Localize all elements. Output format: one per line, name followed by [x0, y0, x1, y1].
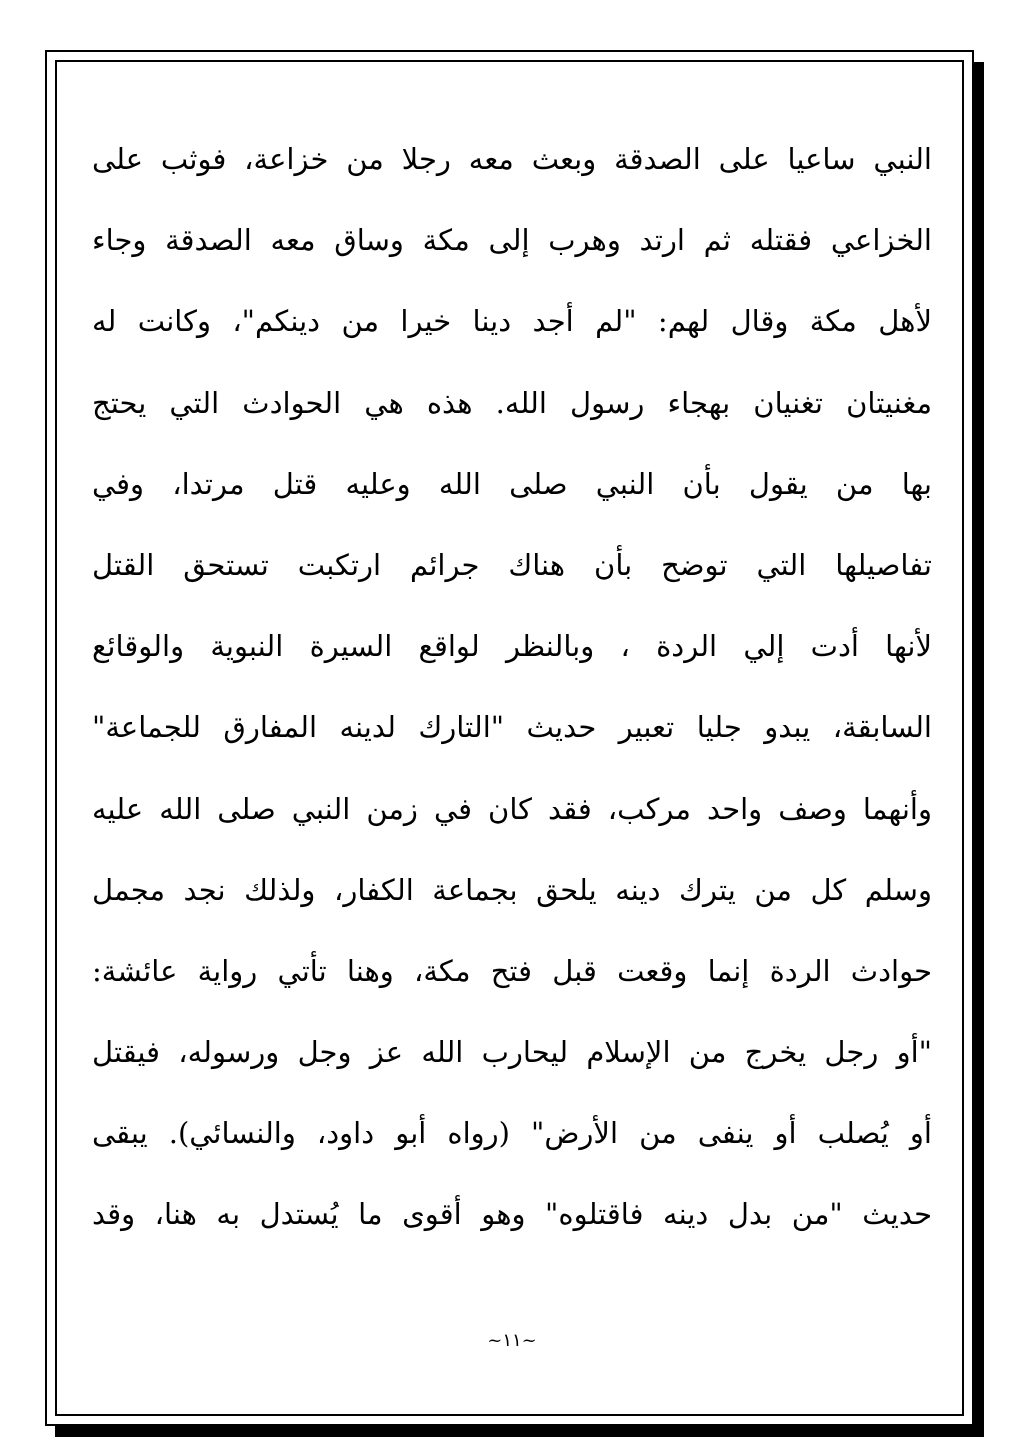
text-line: النبي ساعيا على الصدقة وبعث معه رجلا من خزاعة، فوثب على — [92, 142, 932, 176]
text-line: أو يُصلب أو ينفى من الأرض" (رواه أبو داود، والنسائي). يبقى — [92, 1116, 932, 1151]
text-line: السابقة، يبدو جليا تعبير حديث "التارك لدينه المفارق للجماعة" — [92, 710, 932, 745]
text-line: تفاصيلها التي توضح بأن هناك جرائم ارتكبت تستحق القتل — [92, 547, 932, 582]
text-line: حوادث الردة إنما وقعت قبل فتح مكة، وهنا تأتي رواية عائشة: — [92, 953, 932, 988]
text-line: وأنهما وصف واحد مركب، فقد كان في زمن النبي صلى الله عليه — [92, 791, 932, 826]
text-line: الخزاعي فقتله ثم ارتد وهرب إلى مكة وساق معه الصدقة وجاء — [92, 223, 932, 258]
page-number: ~١١~ — [487, 1330, 537, 1351]
page-shadow-bottom — [55, 1426, 984, 1437]
body-text — [92, 128, 932, 1265]
text-line: حديث "من بدل دينه فاقتلوه" وهو أقوى ما يُستدل به هنا، وقد — [92, 1197, 932, 1232]
text-line: وسلم كل من يترك دينه يلحق بجماعة الكفار، ولذلك نجد مجمل — [92, 872, 932, 907]
text-line: لأهل مكة وقال لهم: "لم أجد دينا خيرا من دينكم"، وكانت له — [92, 304, 932, 339]
text-line: لأنها أدت إلي الردة ، وبالنظر لواقع السيرة النبوية والوقائع — [92, 629, 932, 664]
page-shadow-right — [974, 62, 984, 1437]
text-line: بها من يقول بأن النبي صلى الله وعليه قتل مرتدا، وفي — [92, 466, 932, 501]
text-line: "أو رجل يخرج من الإسلام ليحارب الله عز وجل ورسوله، فيقتل — [92, 1035, 932, 1070]
text-line: مغنيتان تغنيان بهجاء رسول الله. هذه هي الحوادث التي يحتج — [92, 385, 932, 420]
